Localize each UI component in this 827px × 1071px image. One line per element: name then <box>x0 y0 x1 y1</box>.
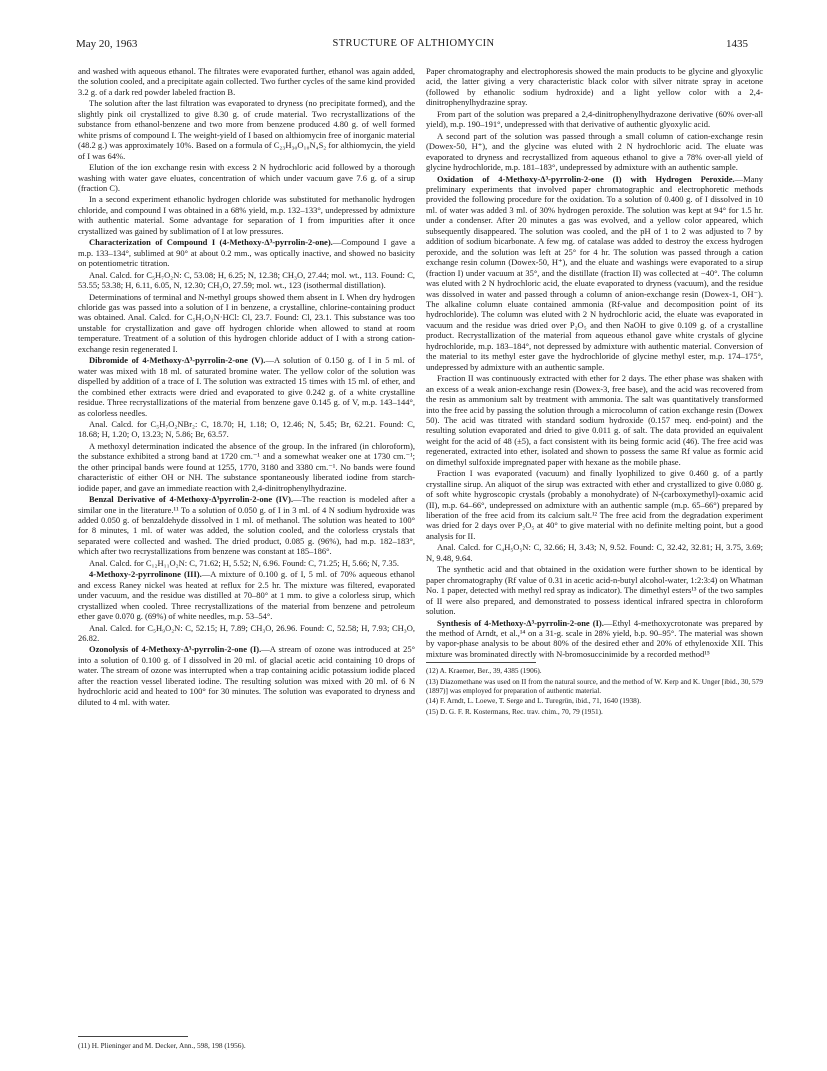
right-column <box>426 66 763 1034</box>
section-paragraph <box>426 618 763 660</box>
analysis-paragraph: Anal. Calcd. for C₁₂H₁₁O₂N: C, 71.62; H, 5.52; N, 6.96. Found: C, 71.25; H, 5.66; N, 7.35. <box>89 557 399 568</box>
paragraph: A methoxyl determination indicated the absence of the group. In the infrared (in chloroform), the substance exhibited a strong band at 1720 cm.⁻¹ and a somewhat weaker one at 1730 cm.⁻¹; the other principal bands were found at 1255, 1770, 3180 and 3380 cm.⁻¹. No bands were found characteristic of either OH or NH. The substance spontaneously liberated iodine from starch-iodide paper, and gave an immediate reaction with 2,4-dinitrophenylhydrazine. <box>78 440 415 493</box>
section-heading: Benzal Derivative of 4-Methoxy-Δ³pyrrolin-2-one (IV). <box>89 494 294 505</box>
paragraph-text: —A solution of 0.150 g. of I in 5 ml. of water was mixed with 18 ml. of saturated bromine water. The yellow color of the solution was dispelled by addition of a trace of I. The solution was extracted 15 times with 15 ml. of ether, and the combined ether extracts were dried and evaporated to give 0.242 g. of a white crystalline residue. Three recrystallizations of the material from benzene gave 0.145 g. of V, m.p. 143–144°, as colorless needles. <box>78 355 415 418</box>
section-heading: Synthesis of 4-Methoxy-Δ³-pyrrolin-2-one (I). <box>437 617 604 628</box>
section-paragraph <box>78 569 415 621</box>
running-head-date: May 20, 1963 <box>76 38 138 50</box>
section-paragraph <box>78 237 415 268</box>
section-heading: Dibromide of 4-Methoxy-Δ³-pyrrolin-2-one (V). <box>89 355 266 366</box>
paragraph: The synthetic acid and that obtained in the oxidation were further shown to be identical by paper chromatography (Rf value of 0.31 in acetic acid-n-butyl alcohol-water, 1:2:3:4) on Whatman No. 1 paper, detected with methyl red spray as indicator). The dimethyl esters¹³ of the two samples of II were also prepared, and demonstrated to possess identical infrared spectra in chloroform solution. <box>426 564 763 617</box>
footnote: (11) H. Plieninger and M. Decker, Ann., 598, 198 (1956). <box>78 1041 246 1050</box>
section-paragraph <box>426 174 763 373</box>
paragraph: and washed with aqueous ethanol. The filtrates were evaporated further, ethanol was again added, the solution cooled, and a precipitate again collected. Two further cycles of the same kind provided 3.2 g. of a dark red powder labeled fraction B. <box>78 66 415 97</box>
footnote: (15) D. G. F. R. Kostermans, Rec. trav. chim., 70, 79 (1951). <box>426 706 603 716</box>
paragraph: Fraction I was evaporated (vacuum) and finally lyophilized to give 0.460 g. of a partly crystalline sirup. An aliquot of the sirup was extracted with ether and crystallized to give 0.080 g. of soft white hygroscopic crystals (probably a monohydrate) of N-(carboxymethyl)-oxamic acid (II), m.p. 64–66°, undepressed on admixture with an authentic sample (m.p. 65–66°) prepared by liberation of the free acid from its calcium salt.¹² The free acid from the degradation experiment was dried for 2 days over P₂O₅ at 40° to give material with no definite melting point, but a good analysis for II. <box>426 468 763 541</box>
footnote: (14) F. Arndt, L. Loewe, T. Serge and L. Turegrün, ibid., 71, 1640 (1938). <box>426 696 642 706</box>
running-head-title: STRUCTURE OF ALTHIOMYCIN <box>332 38 495 49</box>
footnote: (13) Diazomethane was used on II from the natural source, and the method of W. Kerp and K. Unger [ibid., 30, 579 (1897)] was employed for preparation of authentic material. <box>426 676 763 695</box>
section-heading: Ozonolysis of 4-Methoxy-Δ³-pyrrolin-2-one (I). <box>89 644 262 655</box>
paragraph-text: —A stream of ozone was introduced at 25° into a solution of 0.100 g. of I dissolved in 20 ml. of glacial acetic acid containing 10 drops of water. The stream of ozone was interrupted when a trap containing acidic potassium iodide placed after the reaction vessel liberated iodine. The resulting solution was mixed with 20 ml. of 6 N hydrochloric acid and heated to 100° for 30 minutes. The solution was evaporated to dryness and diluted to 4 ml. with water. <box>78 644 415 707</box>
paragraph: Fraction II was continuously extracted with ether for 2 days. The ether phase was shaken with an excess of a weak anion-exchange resin (Dowex-3, free base), and the acid was recovered from the resin as ammonium salt by treatment with ammonia. The salt was quantitatively transformed into the free acid by passing the solution through a microcolumn of cation exchange resin (Dowex 50). The acid was titrated with standard sodium hydroxide (0.157 meq. end-point) and the resulting solution evaporated and dried to give 0.011 g. of salt. The data provided an equivalent weight for the acid of 48 (±5), a fact consistent with its being formic acid (46). The free acid was regenerated, extracted into ether, isolated and shown to possess the same Rf value as formic acid on dimethyl sulfoxide impregnated paper with hexane as the mobile phase. <box>426 373 763 467</box>
section-paragraph <box>78 494 415 557</box>
paragraph-text: —Many preliminary experiments that involved paper chromatographic and electrophoretic methods provided the following procedure for the oxidation. To a solution of 0.400 g. of I dissolved in 10 ml. of water was added 3 ml. of 30% hydrogen peroxide. The solution was kept at 94° for 1.5 hr. under a condenser. After 20 minutes a gas was evolved, and a yellow color appeared, which subsequently disappeared. The solution was cooled, and the pH of 1 to 2 was adjusted to 7 by addition of sodium bicarbonate. A few mg. of catalase was added to destroy the excess hydrogen peroxide, and the solution was left at 25° for 4 hr. The solution was passed through a cation exchange resin column (Dowex-50, H⁺), and the eluate and washings were evaporated to a sirup (fraction I) under vacuum at 35°, and the distillate (fraction II) was collected at −40°. The column was eluted with 2 N hydrochloric acid, the eluate evaporated to dryness (vacuum), and the residue was dissolved in water and passed through a column of anion-exchange resin (Dowex-1, OH⁻). The alkaline column eluate contained ammonia (Rf-value and decomposition point of its hydrochloride). The column was eluted with 2 N hydrochloric acid, the eluate was evaporated in vacuum and the residue was dried over P₂O₅ and then NaOH to give 0.109 g. of a crystalline product. Recrystallization of the material from aqueous ethanol gave white crystals of glycine hydrochloride, m.p. 183–184°, not depressed by admixture with authentic material. Conversion of the material to its methyl ester gave the hydrochloride of glycine methyl ester, m.p. 174–175°, undepressed by admixture with an authentic sample. <box>426 173 763 372</box>
paragraph: A second part of the solution was passed through a small column of cation-exchange resin (Dowex-50, H⁺), and the glycine was eluted with 2 N hydrochloric acid. The eluate was evaporated to dryness and recrystallized from aqueous ethanol to give a 78% over-all yield of glycine hydrochloride, m.p. 181–183°, undepressed by admixture with an authentic sample. <box>426 130 763 173</box>
paragraph: Elution of the ion exchange resin with excess 2 N hydrochloric acid followed by a thorough washing with water gave eluates, concentration of which under vacuum gave 7.6 g. of a sirup (fraction C). <box>78 162 415 193</box>
paragraph: The solution after the last filtration was evaporated to dryness (no precipitate formed), and the slightly pink oil crystallized to give 8.30 g. of crude material. Two recrystallizations of the substance from ethanol-benzene and two more from benzene produced 4.80 g. of well formed white prisms of compound I. The weight-yield of I based on althiomycin free of inorganic material (48.2 g.) was approximately 10%. Based on a formula of C₂₃H₃₀O₁₀N₄S₂ for althiomycin, the yield of I was 64%. <box>78 98 415 161</box>
section-heading: Characterization of Compound I (4-Methoxy-Δ³-pyrrolin-2-one). <box>89 237 333 248</box>
paragraph-text: —Ethyl 4-methoxycrotonate was prepared by the method of Arndt, et al.,¹⁴ on a 31-g. scale in 28% yield, b.p. 90–95°. The material was shown by vapor-phase analysis to be about 80% of the desired ether and 20% of ethylenoxide XII. This mixture was brominated directly with N-bromosuccinimide by a recorded method¹⁵ <box>426 617 763 659</box>
paragraph-text: —A mixture of 0.100 g. of I, 5 ml. of 70% aqueous ethanol and excess Raney nickel was heated at reflux for 2.5 hr. The mixture was filtered, evaporated under vacuum, and the residue was distilled at 70–80° at 1 mm. to give a colorless sirup, which crystallized when cooled. Three recrystallizations of the material from benzene and petroleum ether gave 0.070 g. (69%) of white needles, m.p. 53–54°. <box>78 569 415 622</box>
analysis-paragraph: Anal. Calcd. for C₅H₉O₂N: C, 52.15; H, 7.89; CH₃O, 26.96. Found: C, 52.58; H, 7.93; CH₃O, 26.82. <box>78 622 415 644</box>
paragraph-text: —Compound I gave a m.p. 133–134°, sublimed at 90° at about 0.2 mm., was optically inactive, and showed no basicity on potentiometric titration. <box>78 237 415 269</box>
section-heading: Oxidation of 4-Methoxy-Δ³-pyrrolin-2-one (I) with Hydrogen Peroxide. <box>437 173 735 184</box>
analysis-paragraph: Anal. Calcd. for C₅H₇O₂NBr₂: C, 18.70; H, 1.18; O, 12.46; N, 5.45; Br, 62.21. Found: C, 18.68; H, 1.20; O, 13.23; N, 5.86; Br, 63.57. <box>78 418 415 440</box>
footnote-rule <box>426 662 536 663</box>
section-paragraph <box>78 355 415 418</box>
analysis-paragraph: Anal. Calcd. for C₅H₇O₂N: C, 53.08; H, 6.25; N, 12.38; CH₃O, 27.44; mol. wt., 113. Found: C, 53.55; 53.38; H, 6.11, 6.05, N, 12.30; CH₃O, 27.59; mol. wt., 123 (isothermal distillation). <box>78 269 415 291</box>
left-column <box>78 66 415 1034</box>
section-paragraph <box>78 644 415 707</box>
page-number: 1435 <box>726 38 748 50</box>
paragraph: From part of the solution was prepared a 2,4-dinitrophenylhydrazone derivative (60% over-all yield), m.p. 190–191°, undepressed with that derivative of authentic glyoxylic acid. <box>426 108 763 130</box>
paragraph: In a second experiment ethanolic hydrogen chloride was substituted for methanolic hydrogen chloride, and compound I was obtained in a 68% yield, m.p. 132–133°, undepressed by admixture with authentic material. Some advantage for separation of I from impurities after it once crystallized was gained by sublimation of I at low pressures. <box>78 194 415 236</box>
section-heading: 4-Methoxy-2-pyrrolinone (III). <box>89 569 202 580</box>
paragraph: Paper chromatography and electrophoresis showed the main products to be glycine and glyoxylic acid, the latter giving a very characteristic black color with silver nitrate spray in acetone (followed by ethanolic sodium hydroxide) and a light yellow color with a 2,4-dinitrophenylhydrazine spray. <box>426 66 763 108</box>
footnote: (12) A. Kraemer, Ber., 39, 4385 (1906). <box>426 666 542 676</box>
paragraph-text: —The reaction is modeled after a similar one in the literature.¹¹ To a solution of 0.050 g. of I in 3 ml. of 4 N sodium hydroxide was added 0.050 g. of benzaldehyde dissolved in 1 ml. of methanol. The solution was heated to 100° for 8 minutes, 1 ml. of water was added, the solution cooled, and the colorless crystals that separated were collected and washed. The dried product, 0.085 g. (96%), had m.p. 182–183°, which after two recrystallizations from benzene was constant at 185–186°. <box>78 494 415 557</box>
footnote-rule <box>78 1036 188 1037</box>
analysis-paragraph: Anal. Calcd. for C₄H₅O₅N: C, 32.66; H, 3.43; N, 9.52. Found: C, 32.42, 32.81; H, 3.75, 3.69; N, 9.48, 9.64. <box>426 542 763 563</box>
paragraph: Determinations of terminal and N-methyl groups showed them absent in I. When dry hydrogen chloride gas was passed into a solution of I in benzene, a crystalline, chlorine-containing product was obtained. Anal. Calcd. for C₅H₇O₂N·HCl: Cl, 23.7. Found: Cl, 23.1. This substance was too unstable for crystallization and gave off hydrogen chloride when allowed to stand at room temperature. Treatment of a solution of this hydrogen chloride adduct of I with a strong cation-exchange resin regenerated I. <box>78 291 415 354</box>
